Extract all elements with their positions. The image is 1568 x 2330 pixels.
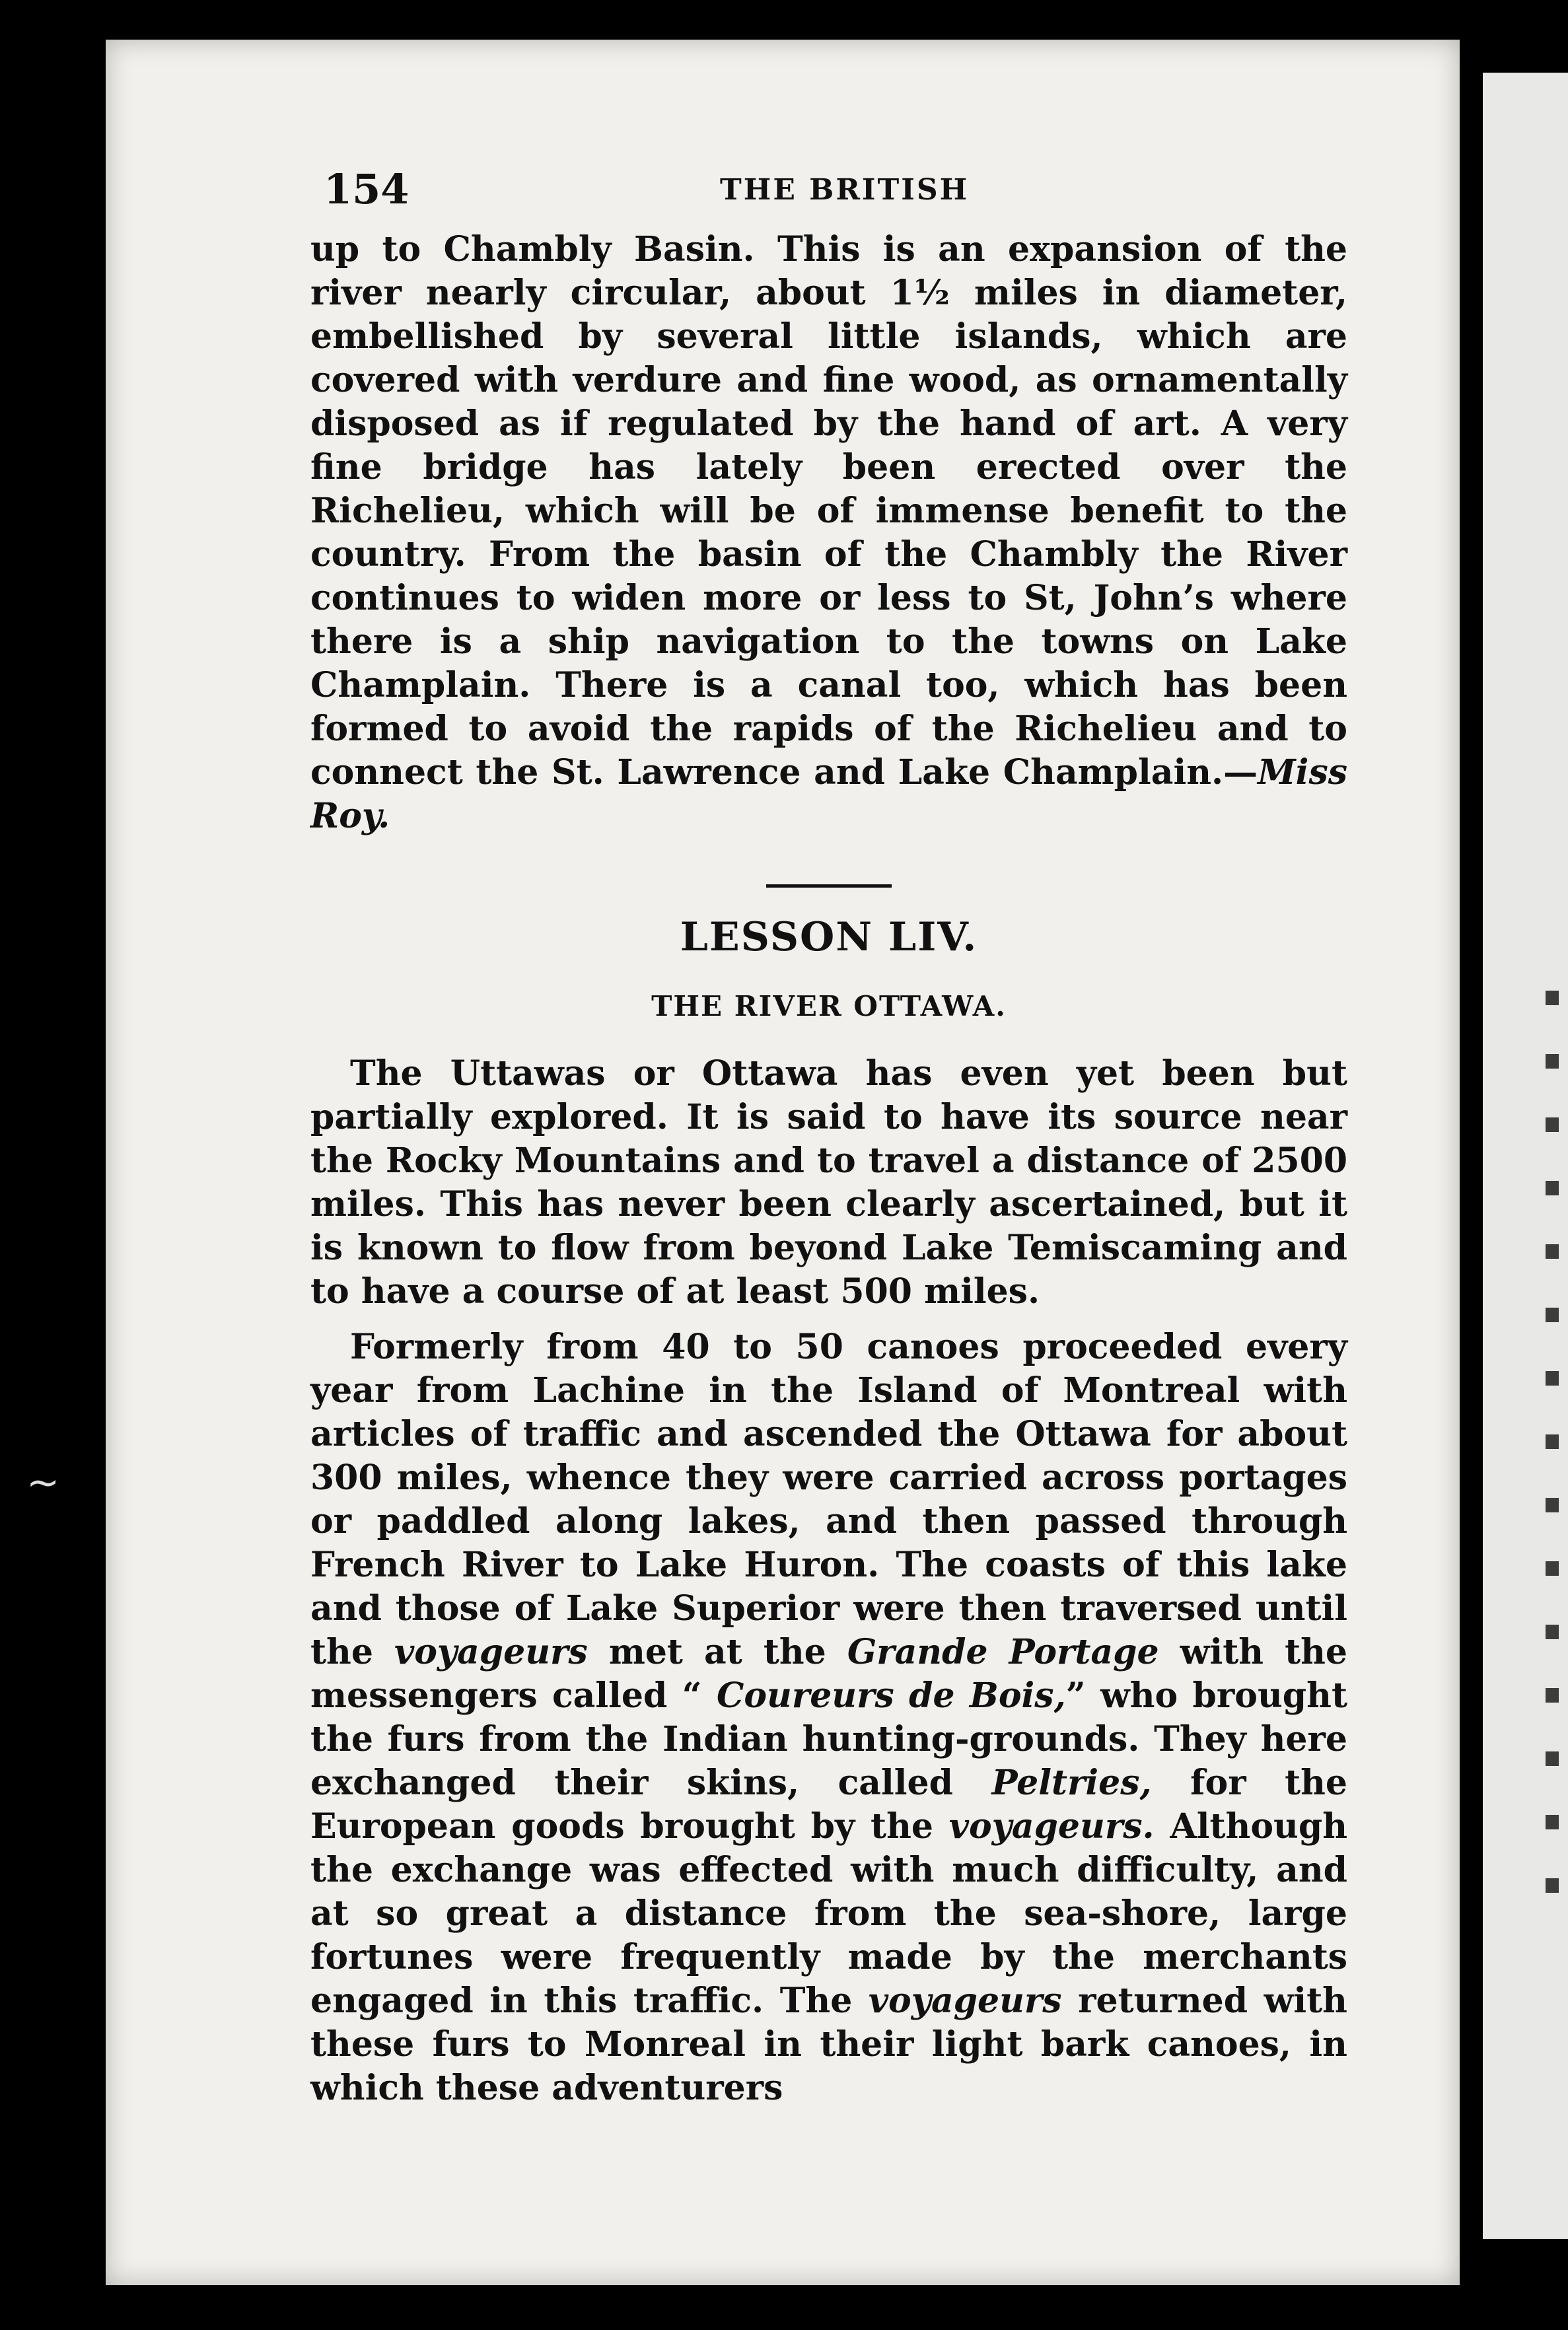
p2-italic-5: voyageurs. [948, 1806, 1155, 1847]
continued-paragraph [310, 228, 1347, 838]
page-text [310, 165, 1347, 2110]
p2-italic-6: voyageurs [868, 1981, 1062, 2021]
running-head: THE BRITISH [720, 173, 970, 207]
lesson-subtitle: THE RIVER OTTAWA. [651, 990, 1007, 1022]
continued-text: up to Chambly Basin. This is an expansion of the river nearly circular, about 1½ miles in diameter, embellished by several little islands, which are covered with verdure and fine wood, as ornamentally disposed as if regulated by the hand of art. A very fine bridge has lately been erected over the Richelieu, which will be of immense benefit to the country. From the basin of the Chambly the River continues to widen more or less to St, John’s where there is a ship navigation to the towns on Lake Champlain. There is a canal too, which has been formed to avoid the rapids of the Richelieu and to connect the St. Lawrence and Lake Champlain.— [310, 229, 1347, 793]
page-header [310, 165, 1347, 228]
body-paragraph-2 [310, 1325, 1347, 2110]
p2-text-7: returned with these furs to Monreal in their light bark canoes, in which these adventurers [310, 1981, 1347, 2108]
section-divider [766, 884, 892, 888]
p2-italic-2: Grande Portage [847, 1632, 1159, 1672]
p2-text-4: ” who brought the furs from the Indian hunting-grounds. They here exchanged their skins, called [310, 1676, 1347, 1803]
p2-text-2: met at the [587, 1632, 847, 1672]
lesson-heading: LESSON LIV. [680, 914, 978, 960]
p2-text-5: for the European goods brought by the [310, 1763, 1347, 1847]
p2-italic-1: voyageurs [394, 1632, 588, 1672]
p2-text-1: Formerly from 40 to 50 canoes proceeded every year from Lachine in the Island of Montreal with articles of traffic and ascended the Ottawa for about 300 miles, whence they were carried across portages or paddled along lakes, and then passed through French River to Lake Huron. The coasts of this lake and those of Lake Superior were then traversed until the [310, 1327, 1347, 1672]
p2-italic-3: Coureurs de Bois, [716, 1676, 1066, 1716]
p2-text-3: with the messengers called “ [310, 1632, 1348, 1716]
facing-page-text-fragments [1546, 991, 1559, 1915]
p2-italic-4: Peltries, [991, 1763, 1152, 1803]
page-number: 154 [324, 165, 410, 213]
body-paragraph-1: The Uttawas or Ottawa has even yet been but partially explored. It is said to have its source near the Rocky Mountains and to travel a distance of 2500 miles. This has never been clearly ascertained, but it is known to flow from beyond Lake Temiscaming and to have a course of at least 500 miles. [310, 1053, 1347, 1312]
margin-mark-icon: ~ [26, 1460, 60, 1506]
p2-text-6: Although the exchange was effected with much difficulty, and at so great a distance from the sea-shore, large fortunes were frequently made by the merchants engaged in this traffic. The [310, 1806, 1347, 2021]
author-attribution: Miss Roy. [310, 752, 1347, 836]
